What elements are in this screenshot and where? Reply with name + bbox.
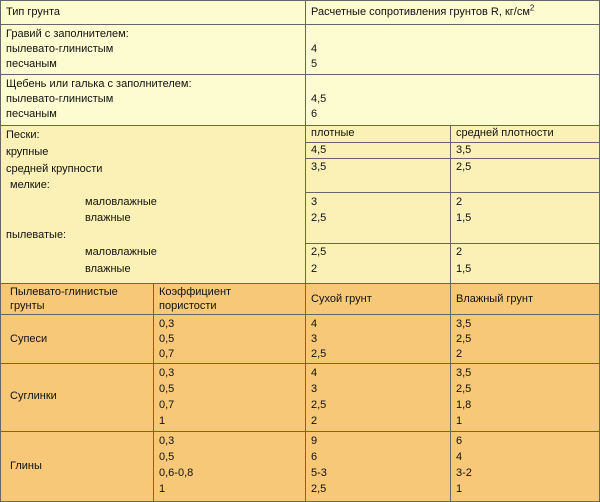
header-resistance-text: Расчетные сопротивления грунтов R, кг/см: [311, 6, 530, 18]
sands-silty-low-label: маловлажные: [85, 246, 157, 258]
clays-dry-3: 5-3: [311, 467, 327, 479]
sandy-loam-k-1: 0,3: [159, 318, 175, 330]
gravel-sandy-value: 5: [311, 58, 318, 70]
sands-fine-low-label: маловлажные: [85, 196, 157, 208]
sands-silty-low-medium: 2: [456, 246, 463, 258]
crushed-sandy-value: 6: [311, 108, 318, 120]
loam-name: Суглинки: [10, 390, 57, 402]
sands-mid-label: средней крупности: [6, 163, 103, 175]
clay-header-porosity-line2: пористости: [159, 300, 217, 312]
sands-silty-title: пылеватые:: [6, 229, 67, 241]
gravel-title: Гравий с заполнителем:: [6, 28, 129, 40]
clays-wet-4: 1: [456, 483, 463, 495]
gravel-silty-value: 4: [311, 43, 318, 55]
sandy-loam-dry-1: 4: [311, 318, 318, 330]
gravel-sandy-label: песчаным: [6, 58, 57, 70]
sands-silty-wet-medium: 1,5: [456, 263, 472, 275]
clay-header-porosity-line1: Коэффициент: [159, 286, 232, 298]
sands-fine-wet-medium: 1,5: [456, 212, 472, 224]
sandy-loam-k-3: 0,7: [159, 348, 175, 360]
sands-line-4: [305, 243, 600, 244]
clays-k-1: 0,3: [159, 435, 175, 447]
column-divider-clay-a: [153, 283, 154, 502]
column-divider-clay-b: [450, 283, 451, 502]
clays-dry-4: 2,5: [311, 483, 327, 495]
clays-wet-2: 4: [456, 451, 463, 463]
loam-dry-1: 4: [311, 367, 318, 379]
sands-silty-low-dense: 2,5: [311, 246, 327, 258]
loam-k-3: 0,7: [159, 399, 175, 411]
clays-k-4: 1: [159, 483, 166, 495]
loam-wet-4: 1: [456, 415, 463, 427]
sands-coarse-label: крупные: [6, 146, 49, 158]
clays-wet-1: 6: [456, 435, 463, 447]
clays-dry-1: 9: [311, 435, 318, 447]
loam-wet-2: 2,5: [456, 383, 472, 395]
sands-line-1: [305, 142, 600, 143]
divider-gravel: [0, 74, 600, 75]
sands-mid-dense: 3,5: [311, 161, 327, 173]
sandy-loam-wet-2: 2,5: [456, 333, 472, 345]
sandy-loam-name: Супеси: [10, 333, 48, 345]
loam-k-1: 0,3: [159, 367, 175, 379]
crushed-silty-label: пылевато-глинистым: [6, 93, 114, 105]
sands-mid-medium: 2,5: [456, 161, 472, 173]
border-left: [0, 0, 1, 502]
sands-fine-wet-dense: 2,5: [311, 212, 327, 224]
sands-col-medium: средней плотности: [456, 127, 554, 139]
sandy-loam-dry-3: 2,5: [311, 348, 327, 360]
clay-header-type-line2: грунты: [10, 300, 45, 312]
clay-header-wet: Влажный грунт: [456, 293, 534, 305]
divider-loam: [0, 431, 600, 432]
gravel-silty-label: пылевато-глинистым: [6, 43, 114, 55]
sandy-loam-wet-1: 3,5: [456, 318, 472, 330]
clay-header-dry: Сухой грунт: [311, 293, 372, 305]
clay-header-type-line1: Пылевато-глинистые: [10, 286, 118, 298]
column-divider-main: [305, 0, 306, 502]
divider-header: [0, 24, 600, 25]
sands-fine-low-medium: 2: [456, 196, 463, 208]
sands-col-dense: плотные: [311, 127, 355, 139]
sands-fine-wet-label: влажные: [85, 212, 131, 224]
sands-silty-wet-dense: 2: [311, 263, 318, 275]
loam-dry-3: 2,5: [311, 399, 327, 411]
crushed-sandy-label: песчаным: [6, 108, 57, 120]
loam-k-4: 1: [159, 415, 166, 427]
sands-silty-wet-label: влажные: [85, 263, 131, 275]
clays-name: Глины: [10, 460, 42, 472]
clays-wet-3: 3-2: [456, 467, 472, 479]
header-soil-type: Тип грунта: [6, 6, 61, 18]
clays-k-2: 0,5: [159, 451, 175, 463]
sands-line-3: [305, 192, 600, 193]
loam-wet-3: 1,8: [456, 399, 472, 411]
sandy-loam-dry-2: 3: [311, 333, 318, 345]
column-divider-sands: [450, 125, 451, 283]
divider-sands: [0, 283, 600, 284]
clay-section-background: [0, 283, 600, 502]
loam-dry-4: 2: [311, 415, 318, 427]
sands-coarse-dense: 4,5: [311, 144, 327, 156]
divider-clay-header: [0, 314, 600, 315]
loam-wet-1: 3,5: [456, 367, 472, 379]
sands-line-2: [305, 158, 600, 159]
crushed-title: Щебень или галька с заполнителем:: [6, 78, 192, 90]
clays-k-3: 0,6-0,8: [159, 467, 194, 479]
sands-title: Пески:: [6, 129, 40, 141]
header-resistance: [311, 5, 534, 19]
divider-sandy-loam: [0, 363, 600, 364]
border-top: [0, 0, 600, 1]
loam-k-2: 0,5: [159, 383, 175, 395]
loam-dry-2: 3: [311, 383, 318, 395]
header-resistance-sup: 2: [529, 3, 535, 13]
sands-coarse-medium: 3,5: [456, 144, 472, 156]
sandy-loam-k-2: 0,5: [159, 333, 175, 345]
sandy-loam-wet-3: 2: [456, 348, 463, 360]
clays-dry-2: 6: [311, 451, 318, 463]
crushed-silty-value: 4,5: [311, 93, 327, 105]
sands-fine-low-dense: 3: [311, 196, 318, 208]
sands-fine-title: мелкие:: [10, 179, 50, 191]
